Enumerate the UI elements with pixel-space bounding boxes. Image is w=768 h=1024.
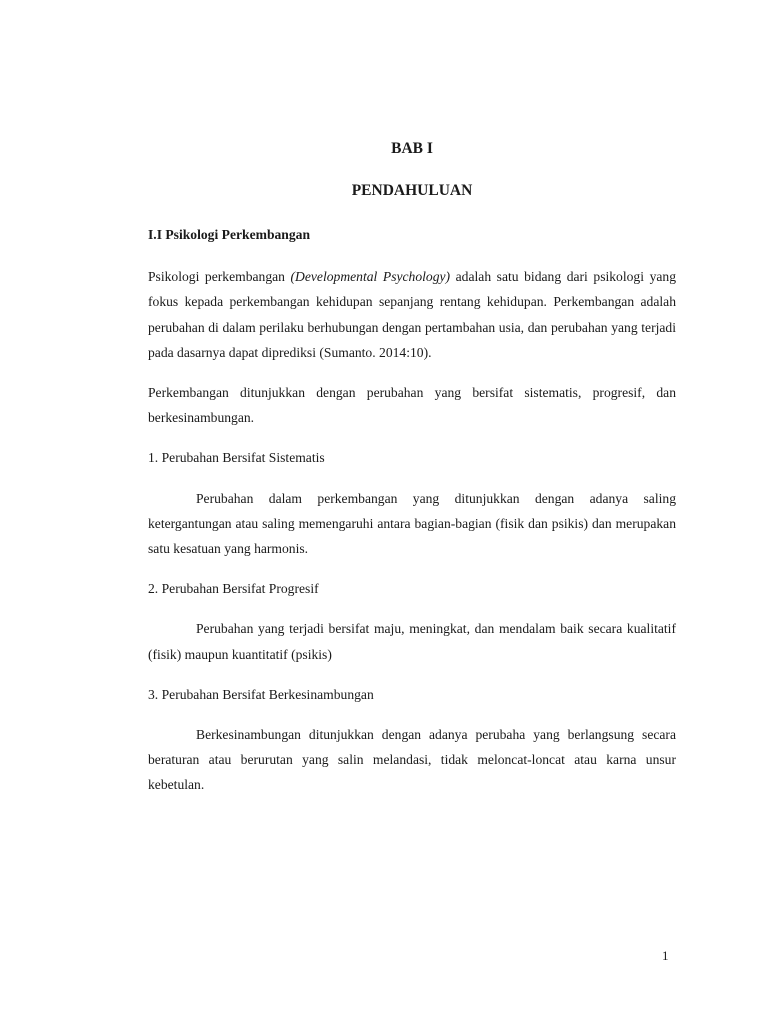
summary-paragraph: Perkembangan ditunjukkan dengan perubahan yang bersifat sistematis, progresif, dan berkesinambungan. bbox=[148, 385, 676, 426]
intro-text-before: Psikologi perkembangan bbox=[148, 269, 291, 285]
point-heading-2: 2. Perubahan Bersifat Progresif bbox=[148, 581, 319, 597]
page-number: 1 bbox=[662, 948, 669, 963]
point-heading-1: 1. Perubahan Bersifat Sistematis bbox=[148, 450, 325, 466]
point-heading-3: 3. Perubahan Bersifat Berkesinambungan bbox=[148, 686, 374, 702]
chapter-number: BAB I bbox=[391, 140, 433, 157]
point-body-3: Berkesinambungan ditunjukkan dengan adanya perubaha yang berlangsung secara beraturan atau berurutan yang salin melandasi, tidak meloncat-loncat atau karna unsur kebetulan. bbox=[148, 727, 676, 793]
intro-paragraph bbox=[148, 264, 676, 365]
chapter-title: PENDAHULUAN bbox=[351, 182, 473, 199]
section-heading: I.I Psikologi Perkembangan bbox=[148, 227, 311, 242]
intro-text-after: adalah satu bidang dari psikologi yang fokus kepada perkembangan kehidupan sepanjang rentang kehidupan. Perkembangan adalah perubahan di dalam perilaku berhubungan dengan pertambahan usia, dan perubahan yang terjadi pada dasarnya dapat diprediksi (Sumanto. 2014:10). bbox=[148, 269, 676, 360]
document-body bbox=[148, 222, 676, 813]
point-body-1: Perubahan dalam perkembangan yang ditunjukkan dengan adanya saling ketergantungan atau saling memengaruhi antara bagian-bagian (fisik dan psikis) dan merupakan satu kesatuan yang harmonis. bbox=[148, 490, 676, 557]
intro-term: (Developmental Psychology) bbox=[290, 269, 451, 285]
point-body-2: Perubahan yang terjadi bersifat maju, meningkat, dan mendalam baik secara kualitatif (fisik) maupun kuantitatif (psikis) bbox=[148, 621, 676, 662]
